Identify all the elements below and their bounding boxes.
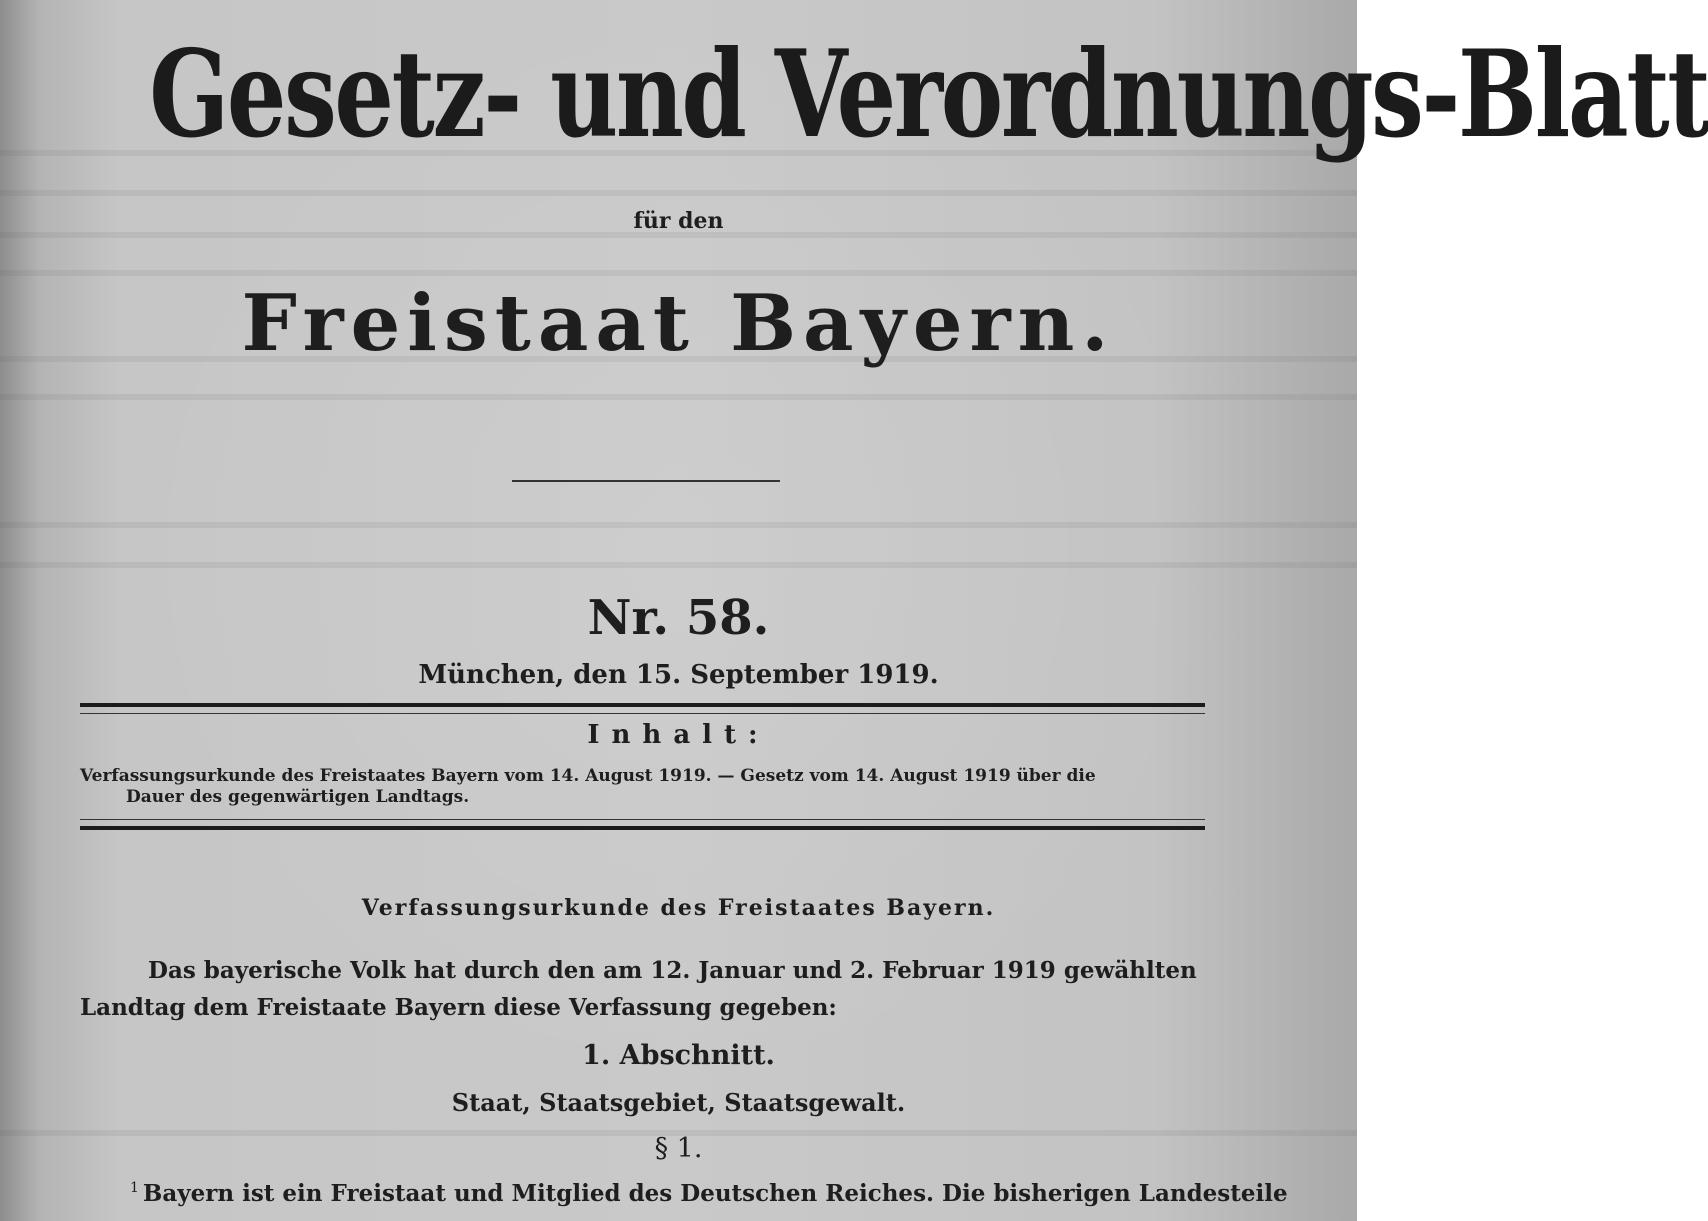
bleed-through-line <box>0 190 1357 196</box>
bottom-rule-thin <box>80 819 1205 820</box>
article-text: Bayern ist ein Freistaat und Mitglied des Deutschen Reiches. Die bisherigen Landesteile <box>142 1180 1288 1207</box>
bleed-through-line <box>0 394 1357 400</box>
preamble-line: Landtag dem Freistaate Bayern diese Verfassung gegeben: <box>80 994 837 1021</box>
masthead-for-line: für den <box>633 208 724 234</box>
contents-label: Inhalt: <box>587 720 770 750</box>
bleed-through-line <box>0 270 1357 276</box>
state-name: Freistaat Bayern. <box>241 278 1116 369</box>
article-number: 1 <box>130 1180 139 1197</box>
document-title: Verfassungsurkunde des Freistaates Bayern. <box>361 895 996 921</box>
top-rule-thin <box>80 713 1205 714</box>
bleed-through-line <box>0 522 1357 528</box>
ornamental-divider <box>512 480 780 482</box>
contents-line: Dauer des gegenwärtigen Landtags. <box>126 787 470 807</box>
bleed-through-line <box>0 562 1357 568</box>
paragraph-sign: § 1. <box>654 1133 703 1164</box>
section-subtitle: Staat, Staatsgebiet, Staatsgewalt. <box>451 1088 906 1117</box>
contents-line: Verfassungsurkunde des Freistaates Bayern vom 14. August 1919. — Gesetz vom 14. August 1919 über die <box>80 766 1096 786</box>
contents-entries <box>80 766 1205 808</box>
preamble <box>80 952 1202 1026</box>
top-rule <box>80 703 1205 707</box>
masthead-title: Gesetz- und Verordnungs-Blatt <box>149 24 1708 165</box>
article-paragraph <box>130 1180 1288 1207</box>
section-heading: 1. Abschnitt. <box>582 1040 775 1071</box>
bottom-rule <box>80 826 1205 830</box>
issue-place-date: München, den 15. September 1919. <box>418 660 939 690</box>
issue-number: Nr. 58. <box>587 590 770 646</box>
preamble-line: Das bayerische Volk hat durch den am 12. Januar und 2. Februar 1919 gewählten <box>148 957 1197 984</box>
